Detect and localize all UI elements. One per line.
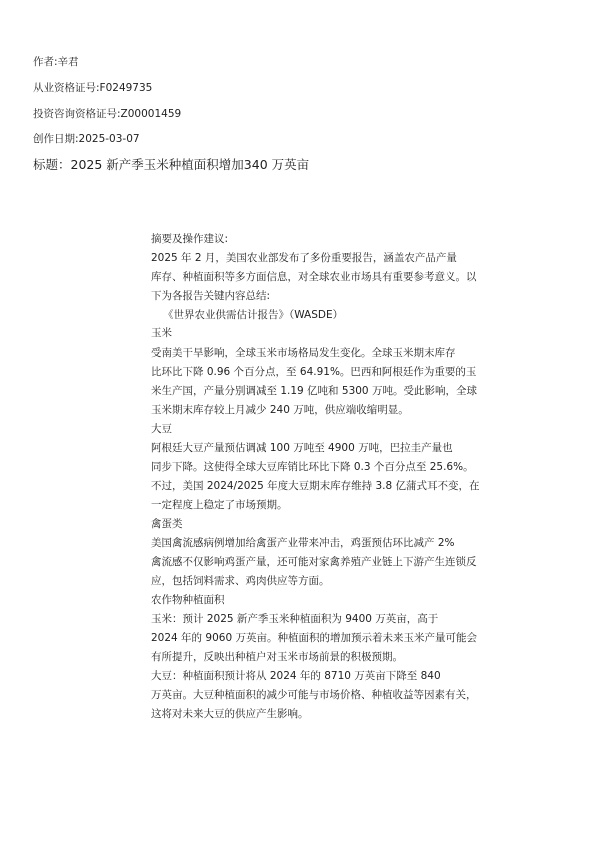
paragraph-line: 禽流感不仅影响鸡蛋产量，还可能对家禽养殖产业链上下游产生连锁反 [151, 556, 477, 568]
paragraph-line: 玉米期末库存较上月减少 240 万吨，供应端收缩明显。 [151, 404, 409, 416]
paragraph-line: 同步下降。这使得全球大豆库销比环比下降 0.3 个百分点至 25.6%。 [151, 461, 474, 473]
date-line: 创作日期:2025-03-07 [33, 133, 140, 145]
advisory-license-line: 投资咨询资格证号:Z00001459 [33, 108, 182, 120]
paragraph-line: 阿根廷大豆产量预估调减 100 万吨至 4900 万吨，巴拉圭产量也 [151, 442, 453, 454]
paragraph-line: 下为各报告关键内容总结: [151, 290, 271, 302]
article-body [151, 0, 481, 842]
paragraph-line: 这将对未来大豆的供应产生影响。 [151, 708, 309, 720]
paragraph-line: 万英亩。大豆种植面积的减少可能与市场价格、种植收益等因素有关， [151, 689, 477, 701]
section-heading-corn: 玉米 [151, 327, 172, 339]
paragraph-line: 美国禽流感病例增加给禽蛋产业带来冲击，鸡蛋预估环比减产 2% [151, 537, 455, 549]
license-line: 从业资格证号:F0249735 [33, 82, 153, 94]
paragraph-line: 比环比下降 0.96 个百分点，至 64.91%。巴西和阿根廷作为重要的玉 [151, 366, 477, 378]
paragraph-line: 有所提升，反映出种植户对玉米市场前景的积极预期。 [151, 651, 403, 663]
paragraph-line: 2025 年 2 月，美国农业部发布了多份重要报告，涵盖农产品产量 [151, 252, 457, 264]
summary-heading: 摘要及操作建议: [151, 233, 229, 245]
paragraph-line: 2024 年的 9060 万英亩。种植面积的增加预示着未来玉米产量可能会 [151, 632, 477, 644]
paragraph-line: 大豆：种植面积预计将从 2024 年的 8710 万英亩下降至 840 [151, 670, 441, 682]
paragraph-line: 玉米：预计 2025 新产季玉米种植面积为 9400 万英亩，高于 [151, 613, 439, 625]
author-line: 作者:辛君 [33, 56, 79, 68]
paragraph-line: 库存、种植面积等多方面信息，对全球农业市场具有重要参考意义。以 [151, 271, 477, 283]
paragraph-line: 一定程度上稳定了市场预期。 [151, 499, 288, 511]
paragraph-line: 米生产国，产量分别调减至 1.19 亿吨和 5300 万吨。受此影响，全球 [151, 385, 477, 397]
section-heading-acreage: 农作物种植面积 [151, 594, 225, 606]
section-heading-soybean: 大豆 [151, 423, 172, 435]
paragraph-line: 不过，美国 2024/2025 年度大豆期末库存维持 3.8 亿蒲式耳不变，在 [151, 480, 480, 492]
paragraph-line: 应，包括饲料需求、鸡肉供应等方面。 [151, 575, 330, 587]
paragraph-line: 受南美干旱影响，全球玉米市场格局发生变化。全球玉米期末库存 [151, 347, 456, 359]
report-heading: 《世界农业供需估计报告》（WASDE） [163, 309, 344, 321]
document-title: 标题：2025 新产季玉米种植面积增加340 万英亩 [33, 157, 310, 172]
section-heading-eggs: 禽蛋类 [151, 518, 183, 530]
